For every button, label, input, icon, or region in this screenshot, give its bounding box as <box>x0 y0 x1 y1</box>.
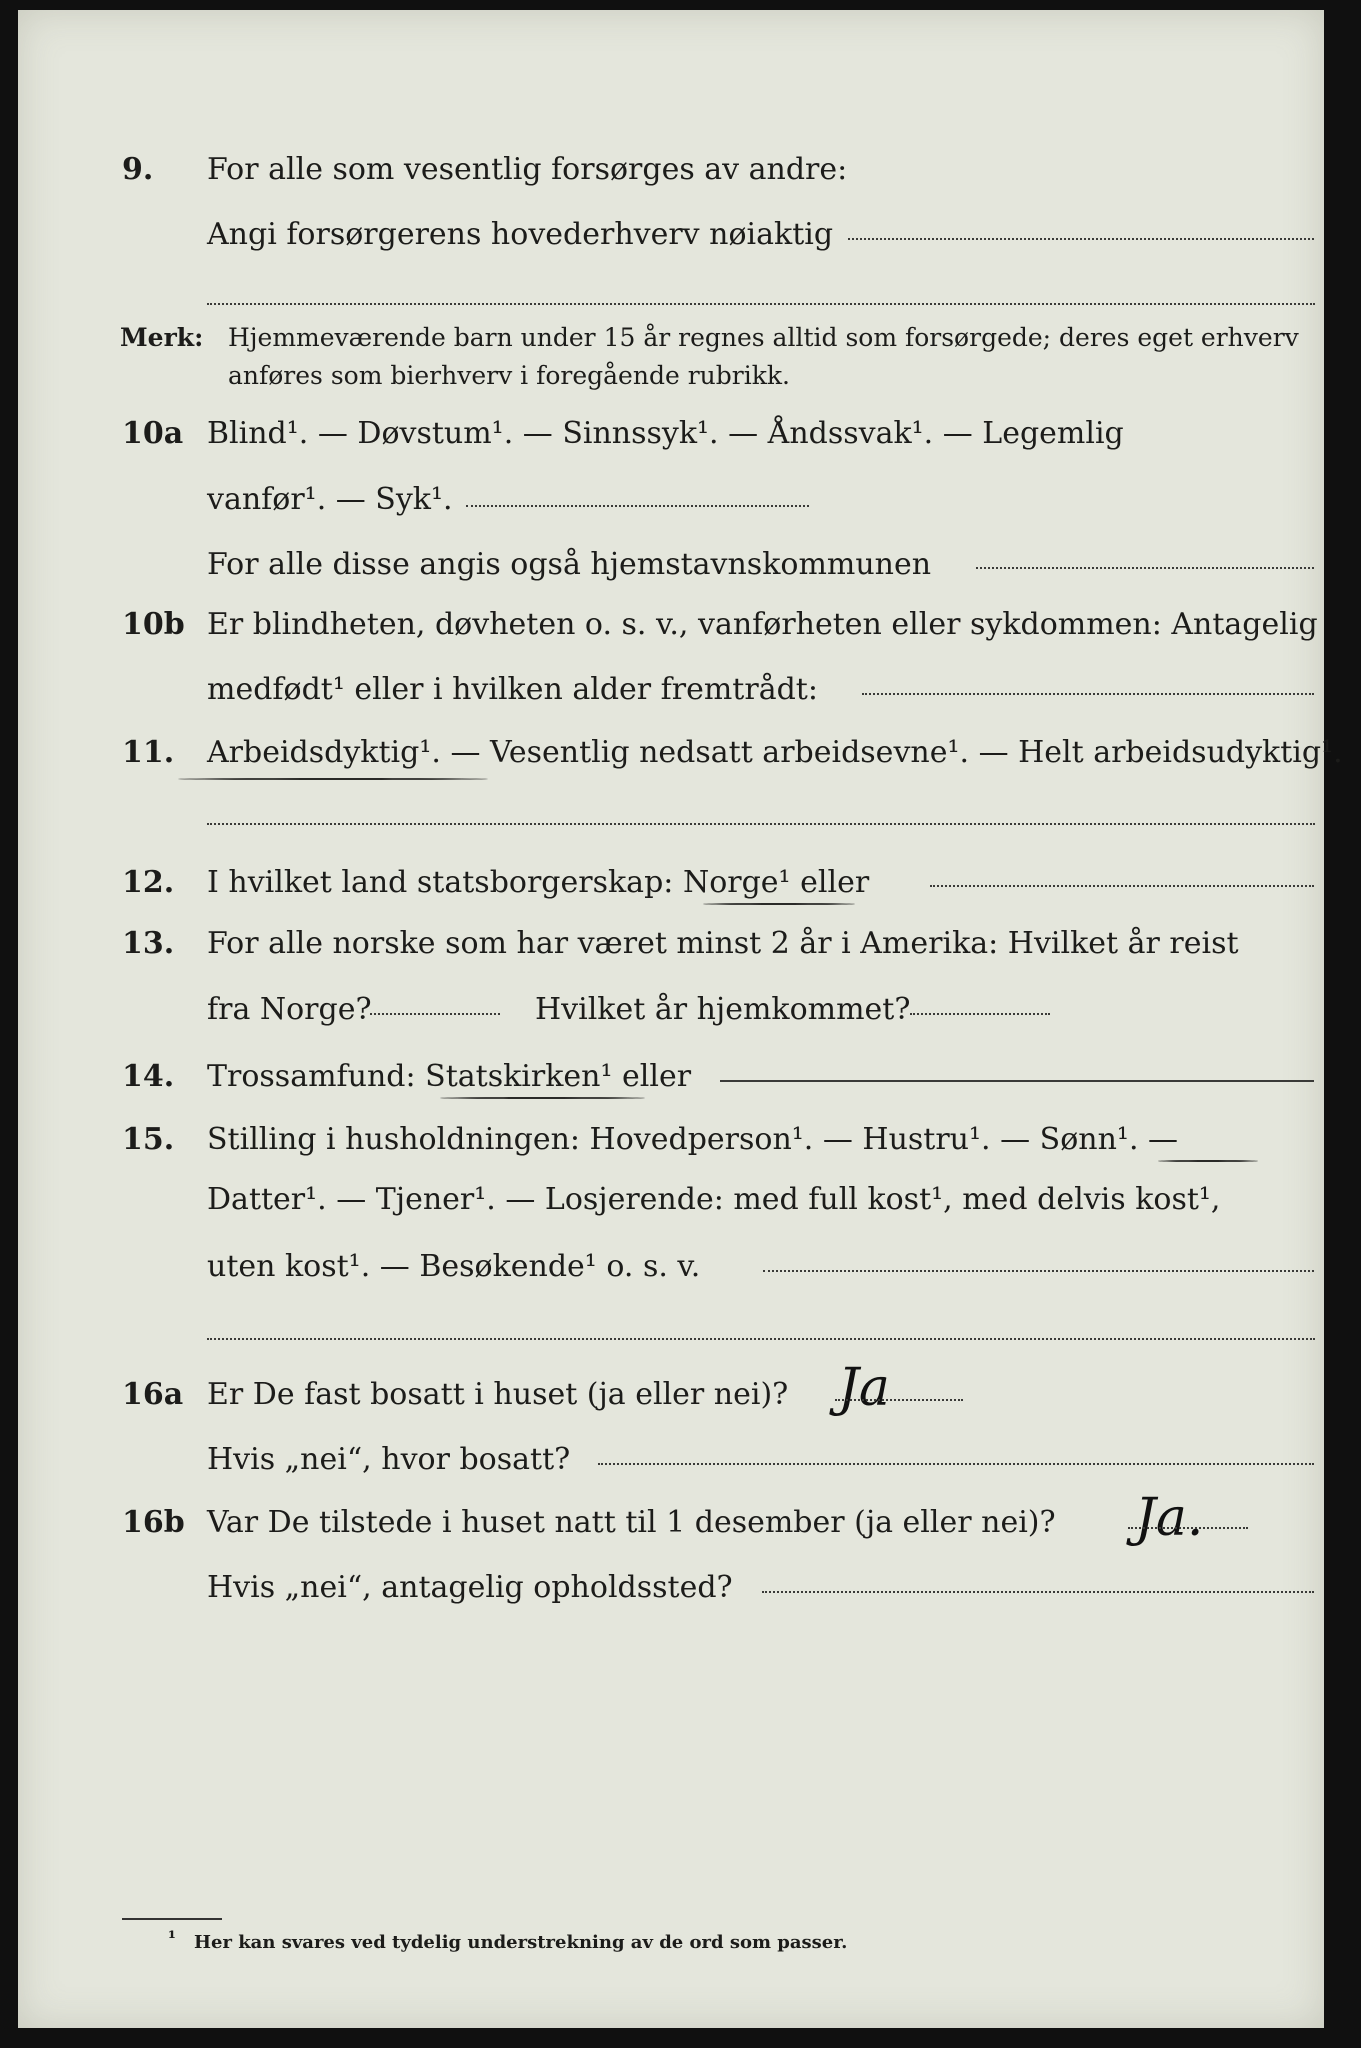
q13-text-2a: fra Norge? <box>207 992 372 1027</box>
q16a-handwritten-answer: Ja <box>838 1358 890 1418</box>
q15-prefix: Stilling i husholdningen: Hovedperson¹. — Hustru¹. — <box>207 1122 1031 1157</box>
merk-text-2: anføres som bierhverv i foregående rubrikk. <box>228 361 790 390</box>
q16a-text-2: Hvis „nei“, hvor bosatt? <box>207 1442 571 1477</box>
q16b-number: 16b <box>122 1505 185 1540</box>
q16b-handwritten-answer: Ja. <box>1135 1488 1204 1548</box>
footnote-rule <box>122 1918 222 1920</box>
q16b-text-2: Hvis „nei“, antagelig opholdssted? <box>207 1570 733 1605</box>
q10a-hjemstavn-field[interactable] <box>976 567 1314 569</box>
q15-text-3: uten kost¹. — Besøkende¹ o. s. v. <box>207 1249 701 1284</box>
q10a-text-2: vanfør¹. — Syk¹. <box>207 482 453 517</box>
q11-text-1: Arbeidsdyktig¹. — Vesentlig nedsatt arbeidsevne¹. — Helt arbeidsudyktig¹. <box>207 735 1343 770</box>
q10b-text-1: Er blindheten, døvheten o. s. v., vanførheten eller sykdommen: Antagelig <box>207 607 1318 642</box>
q15-underline-mark <box>1158 1160 1258 1162</box>
q13-text-1: For alle norske som har været minst 2 år i Amerika: Hvilket år reist <box>207 926 1239 961</box>
q14-number: 14. <box>122 1059 175 1094</box>
q9-number: 9. <box>122 152 154 187</box>
q10a-number: 10a <box>122 416 184 451</box>
q12-text <box>207 863 869 903</box>
q13-reist-field[interactable] <box>370 1013 500 1015</box>
q14-prefix: Trossamfund: <box>207 1059 416 1094</box>
q14-trossamfund-field[interactable] <box>720 1080 1314 1082</box>
q13-number: 13. <box>122 926 175 961</box>
footnote-text: Her kan svares ved tydelig understrekning av de ord som passer. <box>194 1932 848 1953</box>
separator-line <box>207 303 1315 305</box>
q16a-answer-field[interactable] <box>835 1399 963 1401</box>
q10b-alder-field[interactable] <box>862 693 1314 695</box>
q12-land-field[interactable] <box>930 885 1314 887</box>
q9-text-1: For alle som vesentlig forsørges av andre: <box>207 152 848 187</box>
q9-answer-field[interactable] <box>848 238 1314 240</box>
q10a-text-3: For alle disse angis også hjemstavnskommunen <box>207 547 932 582</box>
q12-number: 12. <box>122 865 175 900</box>
q14-text <box>207 1057 691 1097</box>
q16a-text-1: Er De fast bosatt i huset (ja eller nei)? <box>207 1377 789 1412</box>
q16a-bosatt-field[interactable] <box>598 1463 1314 1465</box>
q11-underline-mark <box>178 778 488 780</box>
q12-prefix: I hvilket land statsborgerskap: <box>207 865 674 900</box>
separator-line <box>207 823 1315 825</box>
merk-label: Merk: <box>120 323 204 352</box>
q14-suffix: eller <box>622 1059 692 1094</box>
q11-number: 11. <box>122 735 175 770</box>
q12-suffix: eller <box>800 865 870 900</box>
q10a-syk-field[interactable] <box>466 505 809 507</box>
q10a-text-1: Blind¹. — Døvstum¹. — Sinnssyk¹. — Åndssvak¹. — Legemlig <box>207 416 1124 451</box>
merk-text-1: Hjemmeværende barn under 15 år regnes alltid som forsørgede; deres eget erhverv <box>228 323 1299 352</box>
q13-hjemkommet-field[interactable] <box>910 1013 1050 1015</box>
q15-stilling-field[interactable] <box>763 1270 1314 1272</box>
q13-text-2b: Hvilket år hjemkommet? <box>535 992 911 1027</box>
q16b-text-1: Var De tilstede i huset natt til 1 desember (ja eller nei)? <box>207 1505 1056 1540</box>
q10b-number: 10b <box>122 607 185 642</box>
q15-number: 15. <box>122 1122 175 1157</box>
q15-text-2: Datter¹. — Tjener¹. — Losjerende: med full kost¹, med delvis kost¹, <box>207 1182 1221 1217</box>
q14-underline-mark <box>440 1097 645 1099</box>
q14-option-statskirken[interactable]: Statskirken¹ <box>425 1059 613 1094</box>
q12-underline-mark <box>703 903 855 905</box>
separator-line <box>207 1338 1315 1340</box>
q16a-number: 16a <box>122 1377 184 1412</box>
q9-text-2: Angi forsørgerens hovederhverv nøiaktig <box>207 217 834 252</box>
footnote-mark: ¹ <box>168 1928 176 1949</box>
q16b-opholdssted-field[interactable] <box>762 1591 1314 1593</box>
q15-text-1 <box>207 1120 1178 1160</box>
q15-suffix: — <box>1148 1122 1179 1157</box>
q16b-answer-field[interactable] <box>1128 1527 1248 1529</box>
q12-option-norge[interactable]: Norge¹ <box>682 865 791 900</box>
q15-option-sonn[interactable]: Sønn¹. <box>1039 1122 1139 1157</box>
q10b-text-2: medfødt¹ eller i hvilken alder fremtrådt: <box>207 672 818 707</box>
